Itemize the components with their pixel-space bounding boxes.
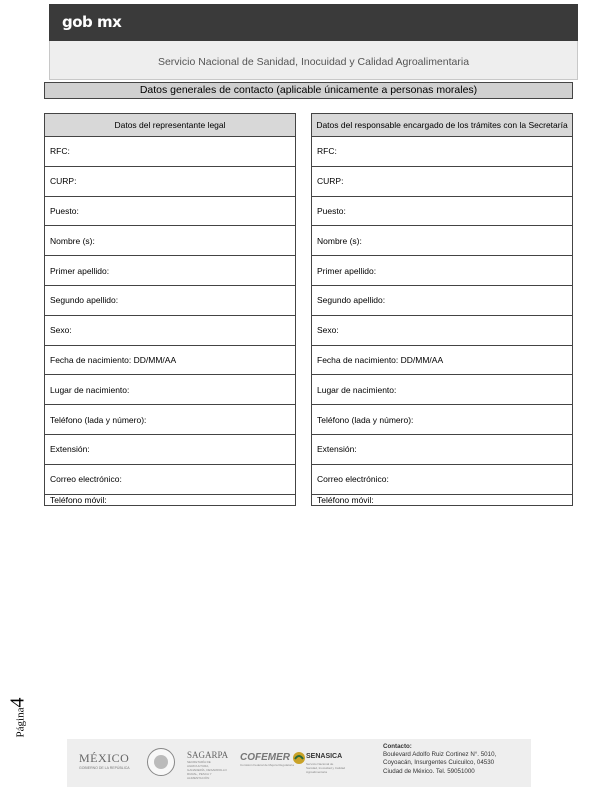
table-row bbox=[312, 137, 573, 167]
form-field-label: CURP: bbox=[45, 166, 296, 196]
form-field-label: Puesto: bbox=[45, 196, 296, 226]
table-row bbox=[312, 285, 573, 315]
form-field-label: Extensión: bbox=[312, 434, 573, 464]
form-field-label: Fecha de nacimiento: DD/MM/AA bbox=[312, 345, 573, 375]
agency-name: Servicio Nacional de Sanidad, Inocuidad y Calidad Agroalimentaria bbox=[157, 56, 470, 68]
table-row bbox=[45, 494, 296, 505]
section-title: Datos generales de contacto (aplicable únicamente a personas morales) bbox=[44, 82, 573, 99]
table-row bbox=[45, 166, 296, 196]
table-row bbox=[45, 285, 296, 315]
agency-banner bbox=[49, 41, 578, 80]
form-field-label: Nombre (s): bbox=[45, 226, 296, 256]
table-header: Datos del representante legal bbox=[45, 114, 296, 137]
page-number bbox=[6, 698, 29, 738]
form-field-label: Sexo: bbox=[45, 315, 296, 345]
form-field-label: RFC: bbox=[312, 137, 573, 167]
form-field-label: Fecha de nacimiento: DD/MM/AA bbox=[45, 345, 296, 375]
table-row bbox=[312, 434, 573, 464]
form-field-label: Sexo: bbox=[312, 315, 573, 345]
form-field-label: Teléfono móvil: bbox=[45, 494, 296, 505]
form-field-label: CURP: bbox=[312, 166, 573, 196]
form-field-label: RFC: bbox=[45, 137, 296, 167]
form-field-label: Teléfono (lada y número): bbox=[312, 405, 573, 435]
table-row bbox=[312, 464, 573, 494]
gob-header bbox=[49, 4, 578, 41]
contact-info bbox=[383, 743, 496, 776]
table-row bbox=[45, 226, 296, 256]
table-row bbox=[45, 345, 296, 375]
footer-banner: MÉXICO GOBIERNO DE LA REPÚBLICA SAGARPA SECRETARÍA DE AGRICULTURA, GANADERÍA, DESARROLLO RURAL, PESCA Y ALIMENTACIÓN COFEMER Comisión Federal de Mejora Regulatoria SENASICA Servicio Nacional de Sanidad, Inocuidad y Calidad Agroalimentaria Contacto: Boulevard Adolfo Ruiz Cortinez N°. 5010, Coyoacán, Insurgentes Cuicuilco, 04530 Ciudad de México. Tel. 59051000 bbox=[67, 739, 531, 787]
table-row bbox=[45, 375, 296, 405]
form-field-label: Correo electrónico: bbox=[45, 464, 296, 494]
table-row bbox=[312, 405, 573, 435]
form-field-label: Teléfono (lada y número): bbox=[45, 405, 296, 435]
form-field-label: Segundo apellido: bbox=[312, 285, 573, 315]
gob-mx-logo: gob mx bbox=[62, 13, 122, 31]
national-seal-icon bbox=[147, 748, 175, 776]
contact-line: Boulevard Adolfo Ruiz Cortinez N°. 5010, bbox=[383, 751, 497, 759]
sagarpa-logo: SAGARPA SECRETARÍA DE AGRICULTURA, GANADERÍA, DESARROLLO RURAL, PESCA Y ALIMENTACIÓN bbox=[187, 750, 229, 780]
table-row bbox=[312, 226, 573, 256]
contact-line: Coyoacán, Insurgentes Cuicuilco, 04530 bbox=[383, 759, 495, 767]
table-row bbox=[312, 196, 573, 226]
table-row bbox=[312, 166, 573, 196]
contact-line: Ciudad de México. Tel. 59051000 bbox=[383, 767, 475, 775]
form-field-label: Segundo apellido: bbox=[45, 285, 296, 315]
contact-label: Contacto: bbox=[383, 743, 412, 750]
table-row bbox=[45, 464, 296, 494]
table-row bbox=[312, 345, 573, 375]
legal-representative-table bbox=[44, 113, 296, 506]
table-row bbox=[45, 137, 296, 167]
table-row bbox=[45, 405, 296, 435]
table-row bbox=[45, 196, 296, 226]
form-field-label: Primer apellido: bbox=[312, 256, 573, 286]
table-row bbox=[312, 256, 573, 286]
form-field-label: Lugar de nacimiento: bbox=[312, 375, 573, 405]
table-row bbox=[45, 434, 296, 464]
form-field-label: Correo electrónico: bbox=[312, 464, 573, 494]
page-label: Página bbox=[14, 707, 27, 738]
table-row bbox=[45, 256, 296, 286]
table-row bbox=[45, 315, 296, 345]
table-row bbox=[312, 375, 573, 405]
cofemer-logo: COFEMER Comisión Federal de Mejora Regulatoria bbox=[240, 752, 294, 767]
procedures-responsible-table bbox=[311, 113, 573, 506]
page-number-value: 4 bbox=[6, 697, 29, 708]
form-field-label: Teléfono móvil: bbox=[312, 494, 573, 505]
form-field-label: Lugar de nacimiento: bbox=[45, 375, 296, 405]
form-field-label: Puesto: bbox=[312, 196, 573, 226]
table-row bbox=[312, 315, 573, 345]
senasica-mark-icon bbox=[292, 751, 306, 765]
form-field-label: Extensión: bbox=[45, 434, 296, 464]
form-field-label: Primer apellido: bbox=[45, 256, 296, 286]
table-row bbox=[312, 494, 573, 505]
form-field-label: Nombre (s): bbox=[312, 226, 573, 256]
mexico-logo: MÉXICO GOBIERNO DE LA REPÚBLICA bbox=[79, 751, 130, 770]
table-header: Datos del responsable encargado de los trámites con la Secretaría bbox=[312, 114, 573, 137]
